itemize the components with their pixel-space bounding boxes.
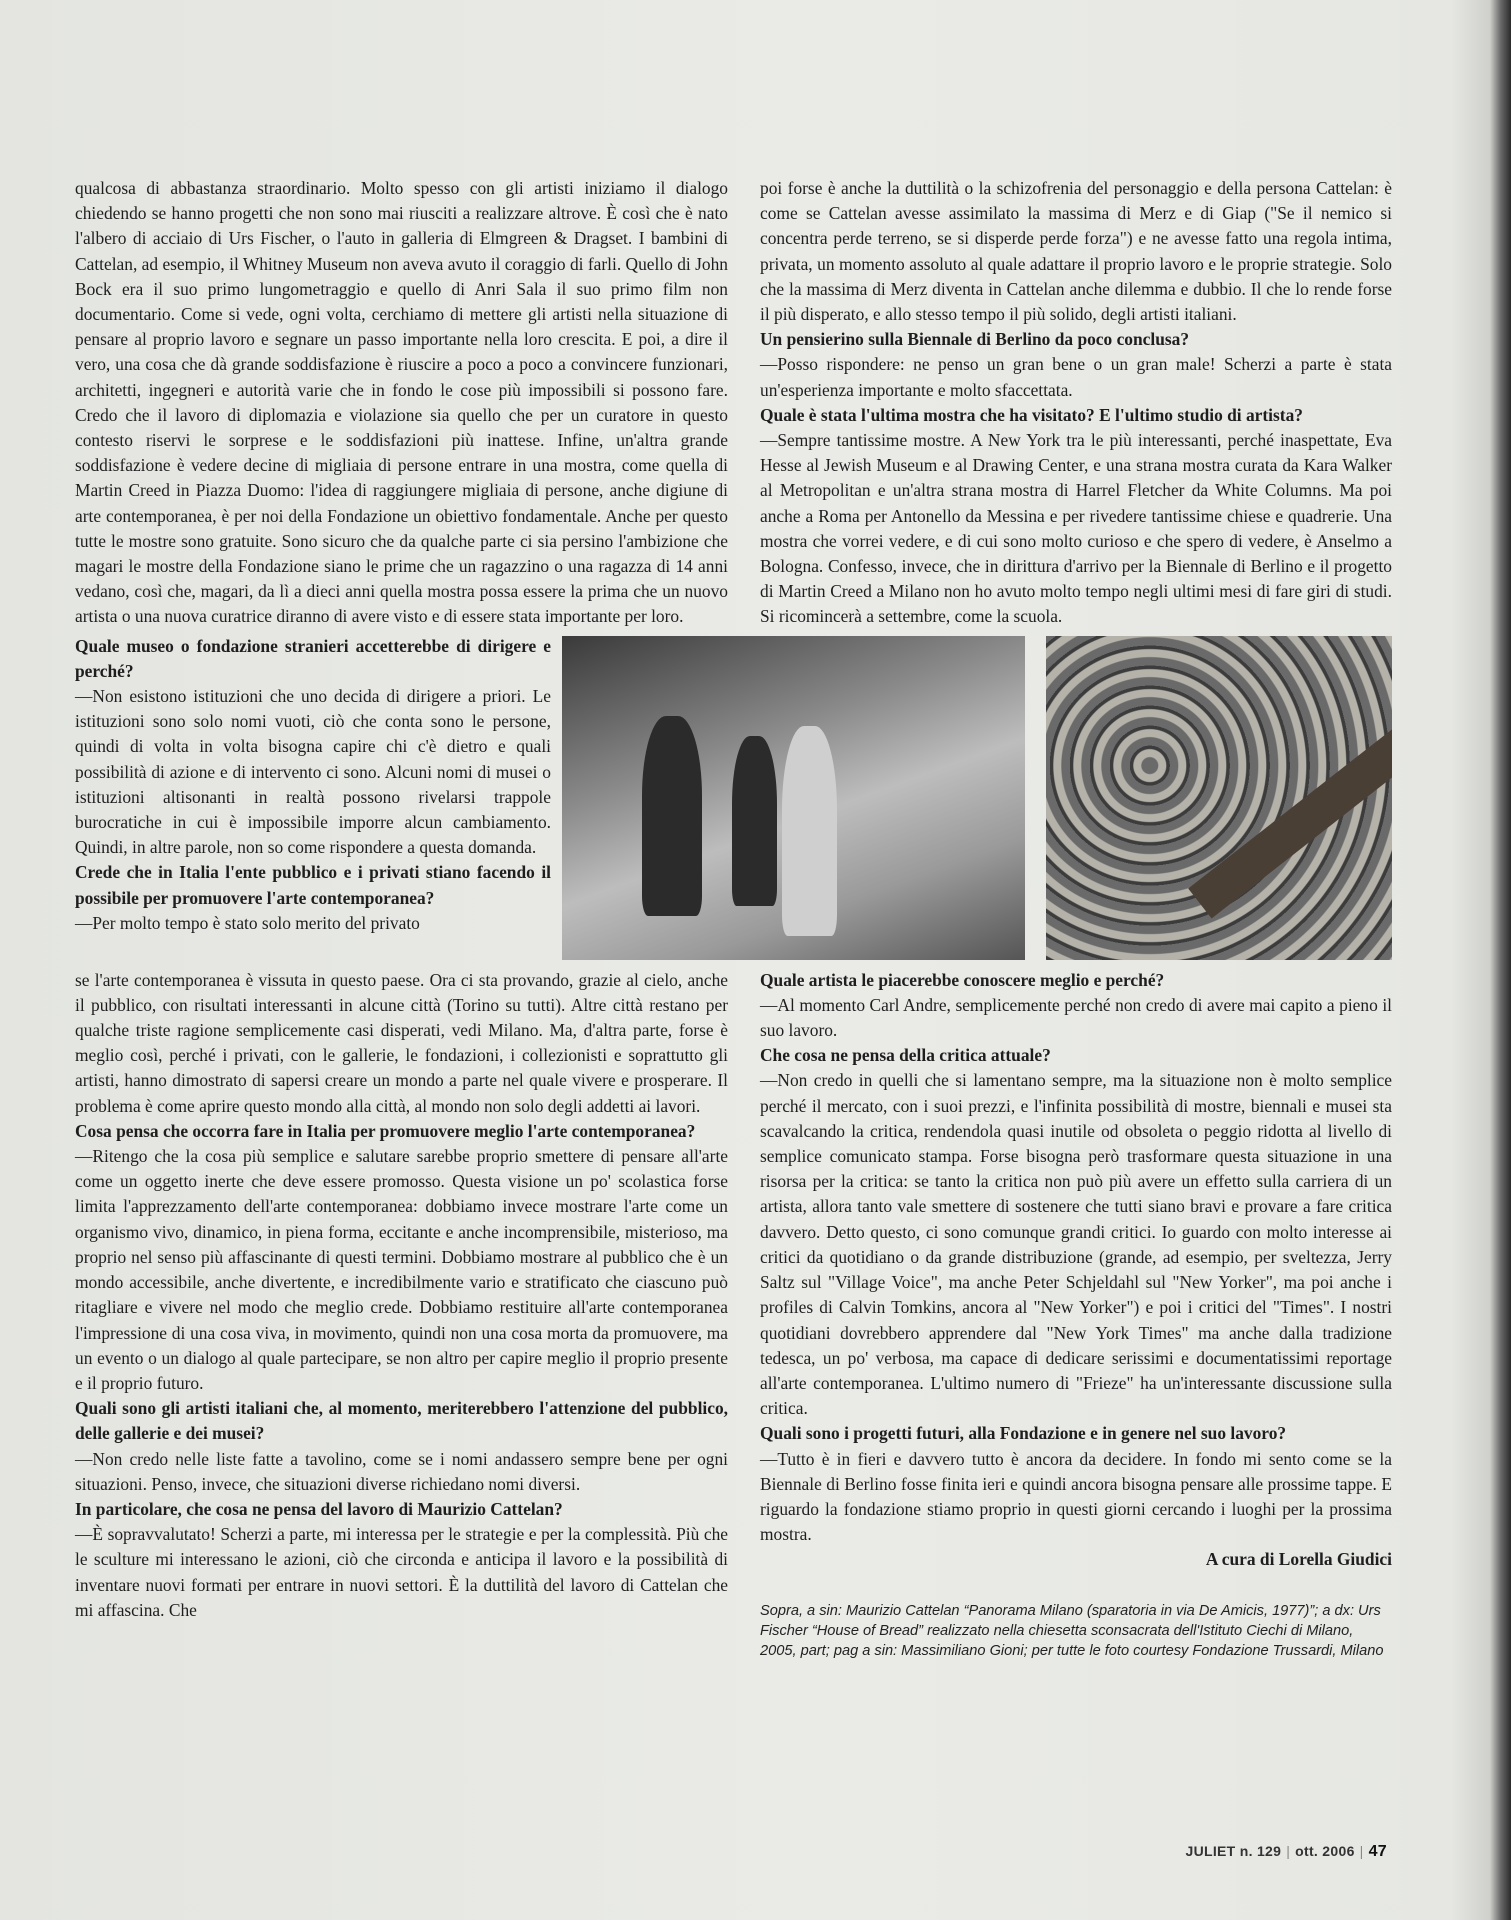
right-column-bottom (760, 968, 1392, 1573)
answer: —Non credo in quelli che si lamentano sempre, ma la situazione non è molto semplice perché il mercato, con i suoi prezzi, e l'infinita possibilità di mostre, biennali e musei sta scavalcando la critica, rendendola quasi inutile od obsoleta o peggio ridotta al livello di semplice comunicato stampa. Forse bisogna però trasformare questa situazione in una risorsa per la critica: se tanto la critica non può più avere un effetto sulla carriera di un artista, allora tanto vale smettere di sostenere che tutti siano bravi e provare a fare critica davvero. Detto questo, ci sono comunque grandi critici. Io guardo con molto interesse ai critici da quotidiano o da grande distribuzione (grande, ad esempio, per sveltezza, Jerry Saltz sul "Village Voice", ma anche Peter Schjeldahl sul "New Yorker", ma poi anche i profiles di Calvin Tomkins, ancora al "New Yorker") e poi i critici del "Times". I nostri quotidiani dovrebbero apprendere dal "New York Times" ma anche dalla tradizione tedesca, un po' verbosa, ma capace di dedicare serissimi e documentatissimi reportage all'arte contemporanea. L'ultimo numero di "Frieze" ha un'interessante discussione sulla critica. (760, 1070, 1392, 1419)
bottom-row (75, 968, 1392, 1661)
question: Cosa pensa che occorra fare in Italia per promuovere meglio l'arte contemporanea? (75, 1120, 696, 1141)
answer: se l'arte contemporanea è vissuta in questo paese. Ora ci sta provando, grazie al cielo, anche il pubblico, con risultati interessanti in alcune città (Torino su tutti). Altre città restano per qualche triste ragione semplicemente casi disperati, vedi Milano. Ma, d'altra parte, forse è meglio così, perché i privati, con le gallerie, le fondazioni, i collezionisti e soprattutto gli artisti, hanno dimostrato di sapersi creare un mondo a parte nel quale vivere e prosperare. Il problema è come aprire questo mondo alla città, al mondo non solo degli addetti ai lavori. (75, 969, 728, 1116)
figure (782, 726, 837, 936)
answer: —Tutto è in fieri e davvero tutto è ancora da decidere. In fondo mi sento come se la Biennale di Berlino fosse finita ieri e quindi ancora bisogna pensare alle prossime tappe. E riguardo la fondazione stiamo proprio in questi giorni cercando i luoghi per la prossima mostra. (760, 1448, 1392, 1545)
right-column-top (760, 176, 1392, 630)
magazine-issue: JULIET n. 129 (1185, 1843, 1282, 1859)
answer: —Non credo nelle liste fatte a tavolino, come se i nomi andassero sempre bene per ogni situazioni. Penso, invece, che situazioni diverse richiedano nomi diversi. (75, 1448, 728, 1494)
figure (732, 736, 777, 906)
author-signature: A cura di Lorella Giudici (1205, 1549, 1392, 1570)
wooden-beam (1188, 691, 1392, 918)
question: Crede che in Italia l'ente pubblico e i privati stiano facendo il possibile per promuovere l'arte contemporanea? (75, 862, 551, 908)
photo-house-of-bread (1046, 636, 1392, 960)
photo-row (75, 634, 1392, 960)
left-column-narrow (75, 634, 551, 936)
answer: —Posso rispondere: ne penso un gran bene o un gran male! Scherzi a parte è stata un'esperienza importante e molto sfaccettata. (760, 354, 1392, 400)
answer: —Al momento Carl Andre, semplicemente perché non credo di avere mai capito a pieno il suo lavoro. (760, 994, 1392, 1041)
article-layout (75, 176, 1392, 1661)
question: Quale è stata l'ultima mostra che ha visitato? E l'ultimo studio di artista? (760, 404, 1303, 425)
question: Quali sono i progetti futuri, alla Fondazione e in genere nel suo lavoro? (760, 1423, 1287, 1444)
question: Quali sono gli artisti italiani che, al momento, meriterebbero l'attenzione del pubblico, delle gallerie e dei musei? (75, 1398, 728, 1444)
question: Che cosa ne pensa della critica attuale? (760, 1045, 1051, 1066)
answer: —È sopravvalutato! Scherzi a parte, mi interessa per le strategie e per la complessità. Più che le sculture mi interessano le azioni, ciò che circonda e anticipa il lavoro e la possibilità di inventare nuovi formati per entrare in nuovi settori. È la duttilità del lavoro di Cattelan che mi affascina. Che (75, 1524, 728, 1620)
paragraph: qualcosa di abbastanza straordinario. Molto spesso con gli artisti iniziamo il dialogo chiedendo se hanno progetti che non sono mai riusciti a realizzare altrove. È così che è nato l'albero di acciaio di Urs Fischer, o l'auto in galleria di Elmgreen & Dragset. I bambini di Cattelan, ad esempio, il Whitney Museum non aveva avuto il coraggio di farli. Quello di John Bock era il suo primo lungometraggio e quello di Anri Sala il suo primo film non documentario. Come si vede, ogni volta, cerchiamo di mettere gli artisti nella situazione di pensare al proprio lavoro e segnare un passo importante nella loro crescita. E poi, a dire il vero, una cosa che dà grande soddisfazione è riuscire a poco a poco a convincere funzionari, architetti, ingegneri e autorità varie che in fondo le cose più impossibili si possono fare. Credo che il lavoro di diplomazia e violazione sia quello che per un curatore in questo contesto riservi le sorprese e le soddisfazioni più inattese. Infine, un'altra grande soddisfazione è vedere decine di migliaia di persone entrare in una mostra, come quella di Martin Creed in Piazza Duomo: l'idea di raggiungere migliaia di persone, anche digiune di arte contemporanea, è per noi della Fondazione un obiettivo fondamentale. Anche per questo tutte le mostre sono gratuite. Sono sicuro che da qualche parte ci sia persino l'ambizione che magari le mostre della Fondazione siano le prime che un ragazzino o una ragazza di 14 anni vedano, così che, magari, da lì a dieci anni quella mostra possa essere la prima che un nuovo artista o una nuova curatrice diranno di avere visto e di essere stata importante per loro. (75, 178, 728, 627)
paragraph: poi forse è anche la duttilità o la schizofrenia del personaggio e della persona Cattelan: è come se Cattelan avesse assimilato la massima di Merz e di Giap ("Se il nemico si concentra perde terreno, se si disperde perde forza") e ne avesse fatto una regola intima, privata, un momento assoluto al quale adattare il proprio lavoro e le proprie strategie. Solo che la massima di Merz diventa in Cattelan anche dilemma e dubbio. Il che lo rende forse il più disperato, e allo stesso tempo il più solido, degli artisti italiani. (760, 178, 1392, 325)
figure (642, 716, 702, 916)
answer: —Ritengo che la cosa più semplice e salutare sarebbe proprio smettere di pensare all'arte come un oggetto inerte che deve essere promosso. Questa visione un po' scolastica forse limita l'apprezzamento dell'arte contemporanea: dobbiamo invece mostrare l'arte come un organismo vivo, dinamico, in piena forma, eccitante e anche incomprensibile, misterioso, ma proprio nel senso più affascinante di questi termini. Dobbiamo mostrare al pubblico che è un mondo accessibile, anche divertente, e incredibilmente vario e stratificato che ciascuno può ritagliare e vivere nel modo che meglio crede. Dobbiamo restituire all'arte contemporanea l'impressione di una cosa viva, in movimento, quindi non una cosa morta da promuovere, ma un evento o un dialogo al quale partecipare, se non altro per capire meglio il proprio presente e il proprio futuro. (75, 1146, 728, 1393)
divider: | (1286, 1843, 1291, 1859)
page-number: 47 (1368, 1843, 1387, 1860)
page-footer (1186, 1843, 1388, 1861)
divider: | (1359, 1843, 1364, 1859)
answer: —Per molto tempo è stato solo merito del privato (75, 912, 420, 933)
question: In particolare, che cosa ne pensa del lavoro di Maurizio Cattelan? (75, 1498, 563, 1519)
photos (562, 636, 1392, 960)
left-column-top (75, 176, 728, 630)
answer: —Sempre tantissime mostre. A New York tra le più interessanti, perché inaspettate, Eva Hesse al Jewish Museum e al Drawing Center, e una strana mostra curata da Kara Walker al Metropolitan e un'altra strana mostra di Harrel Fletcher da White Columns. Ma poi anche a Roma per Antonello da Messina e per rivedere tantissime chiese e quadrerie. Una mostra che vorrei vedere, e di cui sono molto curioso e che spero di vedere, è Anselmo a Bologna. Confesso, invece, che in dirittura d'arrivo per la Biennale di Berlino e il progetto di Martin Creed a Milano non ho avuto molto tempo negli ultimi mesi di fare giri di studi. Si ricomincerà a settembre, come la scuola. (760, 430, 1392, 627)
photo-panorama-milano (562, 636, 1025, 960)
answer: —Non esistono istituzioni che uno decida di dirigere a priori. Le istituzioni sono solo nomi vuoti, ciò che conta sono le persone, quindi di volta in volta bisogna capire chi c'è dietro e quali possibilità di azione e di intervento ci sono. Alcuni nomi di musei o istituzioni altisonanti in realtà possono rivelarsi trappole burocratiche in cui è impossibile imporre alcun cambiamento. Quindi, in altre parole, non so come rispondere a questa domanda. (75, 686, 551, 858)
left-column-bottom (75, 968, 728, 1623)
issue-date: ott. 2006 (1295, 1843, 1355, 1859)
right-column-bottom-wrap (760, 968, 1392, 1661)
question: Quale museo o fondazione stranieri accetterebbe di dirigere e perché? (75, 635, 551, 681)
top-row (75, 176, 1392, 630)
question: Un pensierino sulla Biennale di Berlino da poco conclusa? (760, 329, 1190, 350)
question: Quale artista le piacerebbe conoscere meglio e perché? (760, 969, 1165, 990)
photo-caption: Sopra, a sin: Maurizio Cattelan “Panorama Milano (sparatoria in via De Amicis, 1977)”; a dx: Urs Fischer “House of Bread” realizzato nella chiesetta sconsacrata dell'Istituto Ciechi di Milano, 2005, part; pag a sin: Massimiliano Gioni; per tutte le foto courtesy Fondazione Trussardi, Milano (760, 1602, 1384, 1659)
